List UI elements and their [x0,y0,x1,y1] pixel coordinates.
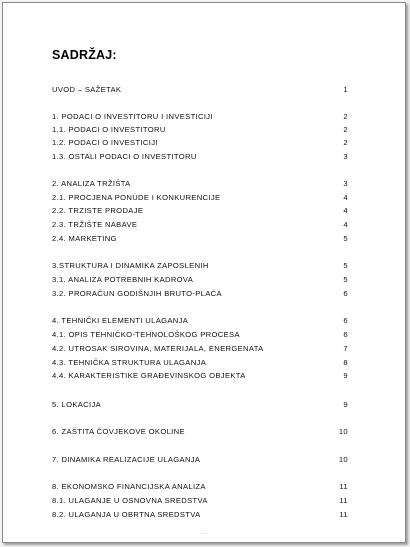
toc-entry-title: 2.3. TRŽIŠTE NABAVE [52,220,138,229]
toc-entry-title: 4.1. OPIS TEHNIČKO-TEHNOLOŠKOG PROCESA [52,330,240,339]
toc-entry [52,481,348,493]
toc-entry-page: 4 [343,220,348,229]
toc-entry [52,399,348,411]
toc-entry-title: 2. ANALIZA TRŽIŠTA [52,179,131,188]
toc-entry-page: 8 [343,358,348,367]
toc-entry-title: 2.2. TRZISTE PRODAJE [52,206,144,215]
toc-entry [52,370,348,382]
toc-entry-title: 4.2. UTROSAK SIROVINA, MATERIJALA, ENERGENATA [52,344,264,353]
toc-entry-title: 3.1. ANALIZA POTREBNIH KADROVA [52,275,194,284]
toc-entry-page: 1 [343,85,348,94]
toc-entry-title: 3.STRUKTURA I DINAMIKA ZAPOSLENIH [52,261,209,270]
toc-entry-page: 9 [343,400,348,409]
toc-entry-page: 4 [343,193,348,202]
toc-entry-title: 5. LOKACIJA [52,400,102,409]
toc-entry [52,329,348,341]
toc-entry [52,315,348,327]
toc-entry-page: 5 [343,275,348,284]
toc-entry-page: 11 [339,482,348,491]
toc-entry-title: 1.2. PODACI O INVESTICIJI [52,138,158,147]
toc-entry-title: 4.3. TEHNIČKA STRUKTURA ULAGANJA [52,358,207,367]
toc-entry-page: 6 [343,316,348,325]
toc-entry [52,137,348,149]
toc-entry-page: 11 [339,496,348,505]
toc-entry-title: 1.1. PODACI O INVESTITORU [52,125,166,134]
toc-entry-page: 9 [343,371,348,380]
toc-entry-page: 11 [339,510,348,519]
toc-entry-title: 8.2. ULAGANJA U OBRTNA SREDSTVA [52,510,201,519]
toc-entry-title: 8. EKONOMSKO FINANCIJSKA ANALIZA [52,482,206,491]
toc-entry [52,288,348,300]
toc-entry-page: 6 [343,289,348,298]
toc-entry [52,233,348,245]
toc-entry [52,454,348,466]
toc-entry [52,124,348,136]
toc-entry [52,178,348,190]
toc-entry-page: 4 [343,206,348,215]
toc-entry-page: 7 [343,344,348,353]
toc-entry-title: 4. TEHNIČKI ELEMENTI ULAGANJA [52,316,189,325]
toc-entry [52,192,348,204]
toc-heading: SADRŽAJ: [52,48,117,62]
toc-entry-page: 2 [343,138,348,147]
toc-entry-title: 2.1. PROCJENA PONUDE I KONKURENCIJE [52,193,221,202]
page-footer-mark: - - [202,531,207,537]
document-page [2,2,406,543]
toc-entry-page: 2 [343,125,348,134]
toc-entry-page: 5 [343,234,348,243]
toc-entry-page: 2 [343,112,348,121]
toc-entry-page: 10 [338,427,348,436]
toc-entry-title: 7. DINAMIKA REALIZACIJE ULAGANJA [52,455,201,464]
toc-entry [52,509,348,521]
toc-entry [52,357,348,369]
toc-entry-title: UVOD – SAŽETAK [52,85,122,94]
toc-entry-title: 8.1. ULAGANJE U OSNOVNA SREDSTVA [52,496,208,505]
toc-entry-title: 2.4. MARKETING [52,234,117,243]
toc-entry-title: 4.4. KARAKTERISTIKE GRAĐEVINSKOG OBJEKTA [52,371,246,380]
toc-entry [52,219,348,231]
toc-entry-title: 6. ZAŠTITA ČOVJEKOVE OKOLINE [52,427,185,436]
toc-entry-page: 3 [343,179,348,188]
toc-entry [52,343,348,355]
toc-entry [52,111,348,123]
toc-entry-title: 1.3. OSTALI PODACI O INVESTITORU [52,152,197,161]
toc-entry-page: 5 [343,261,348,270]
toc-entry [52,205,348,217]
toc-entry-title: 3.2. PRORAČUN GODIŠNJIH BRUTO-PLAĆA [52,289,222,298]
toc-entry [52,151,348,163]
toc-entry [52,274,348,286]
toc-entry-title: 1. PODACI O INVESTITORU I INVESTICIJI [52,112,213,121]
toc-entry [52,260,348,272]
toc-entry-page: 10 [338,455,348,464]
toc-entry [52,84,348,96]
toc-entry-page: 3 [343,152,348,161]
toc-entry-page: 6 [343,330,348,339]
toc-entry [52,495,348,507]
toc-entry [52,426,348,438]
